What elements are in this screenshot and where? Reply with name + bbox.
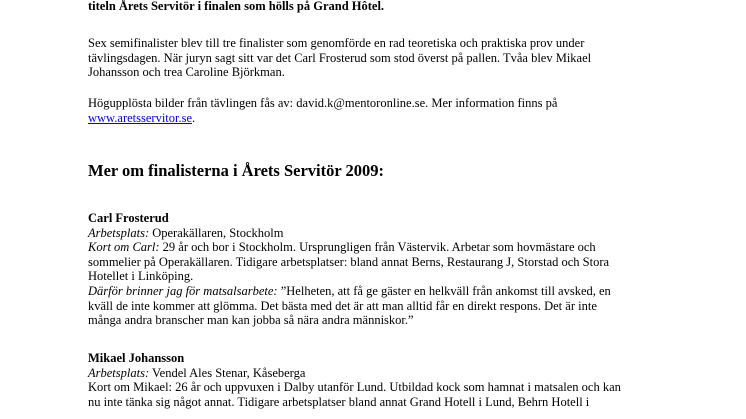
carl-about-line-2: sommelier på Operakällaren. Tidigare arbetsplatser: bland annat Berns, Restaurang J, Storstad och Stora: [88, 254, 610, 269]
carl-workplace-line: [88, 226, 688, 241]
results-line-1: Sex semifinalister blev till tre finalister som genomförde en rad teoretiska och praktiska prov under: [88, 36, 585, 50]
mikael-about-line-2: nu inte tänka sig något annat. Tidigare arbetsplatser bland annat Grand Hotell i Lund, Behrn Hotell i: [88, 394, 590, 409]
carl-passion-line-3: många andra branscher man kan jobba så nära andra människor.”: [88, 313, 414, 328]
contact-line: Högupplösta bilder från tävlingen fås av: david.k@mentoronline.se. Mer information finns på: [88, 96, 558, 110]
mikael-workplace-line: [88, 366, 688, 381]
carl-about-line-1: [88, 240, 688, 255]
intro-bold-line: titeln Årets Servitör i finalen som hölls på Grand Hôtel.: [88, 0, 385, 13]
carl-about-line-3: Hotellet i Linköping.: [88, 269, 194, 284]
website-link[interactable]: www.aretsservitor.se: [88, 110, 193, 125]
carl-passion-label: Därför brinner jag för matsalsarbete:: [88, 283, 278, 298]
mikael-name: Mikael Johansson: [88, 351, 185, 365]
results-line-3: Johansson och trea Caroline Björkman.: [88, 65, 285, 80]
mikael-workplace-value: Vendel Ales Stenar, Kåseberga: [149, 365, 306, 380]
carl-passion-text: ”Helheten, att få ge gäster en helkväll från ankomst till avsked, en: [277, 283, 611, 298]
results-paragraph: [88, 36, 688, 80]
carl-name: Carl Frosterud: [88, 211, 169, 225]
section-heading: Mer om finalisterna i Årets Servitör 2009:: [88, 161, 385, 180]
website-period: .: [192, 110, 196, 125]
results-line-2: tävlingsdagen. När juryn sagt sitt var det Carl Frosterud som stod överst på pallen. Tvåa blev Mikael: [88, 50, 592, 65]
mikael-about-line-1: Kort om Mikael: 26 år och uppvuxen i Dalby utanför Lund. Utbildad kock som hamnat i matsalen och kan: [88, 380, 621, 395]
website-line: [88, 111, 688, 126]
contact-paragraph: [88, 96, 688, 125]
finalist-mikael: [88, 351, 688, 409]
carl-passion-line-1: [88, 284, 688, 299]
carl-workplace-value: Operakällaren, Stockholm: [149, 225, 284, 240]
carl-about-text: 29 år och bor i Stockholm. Ursprungligen från Västervik. Arbetar som hovmästare och: [159, 240, 596, 255]
carl-about-label: Kort om Carl:: [88, 240, 160, 255]
carl-passion-line-2: kväll de inte kommer att glömma. Det bästa med det är att man alltid får en direkt respons. Det är inte: [88, 298, 597, 313]
carl-workplace-label: Arbetsplats:: [88, 225, 150, 240]
intro-bold-text: [88, 0, 688, 14]
finalist-carl: [88, 211, 688, 328]
mikael-workplace-label: Arbetsplats:: [88, 365, 150, 380]
